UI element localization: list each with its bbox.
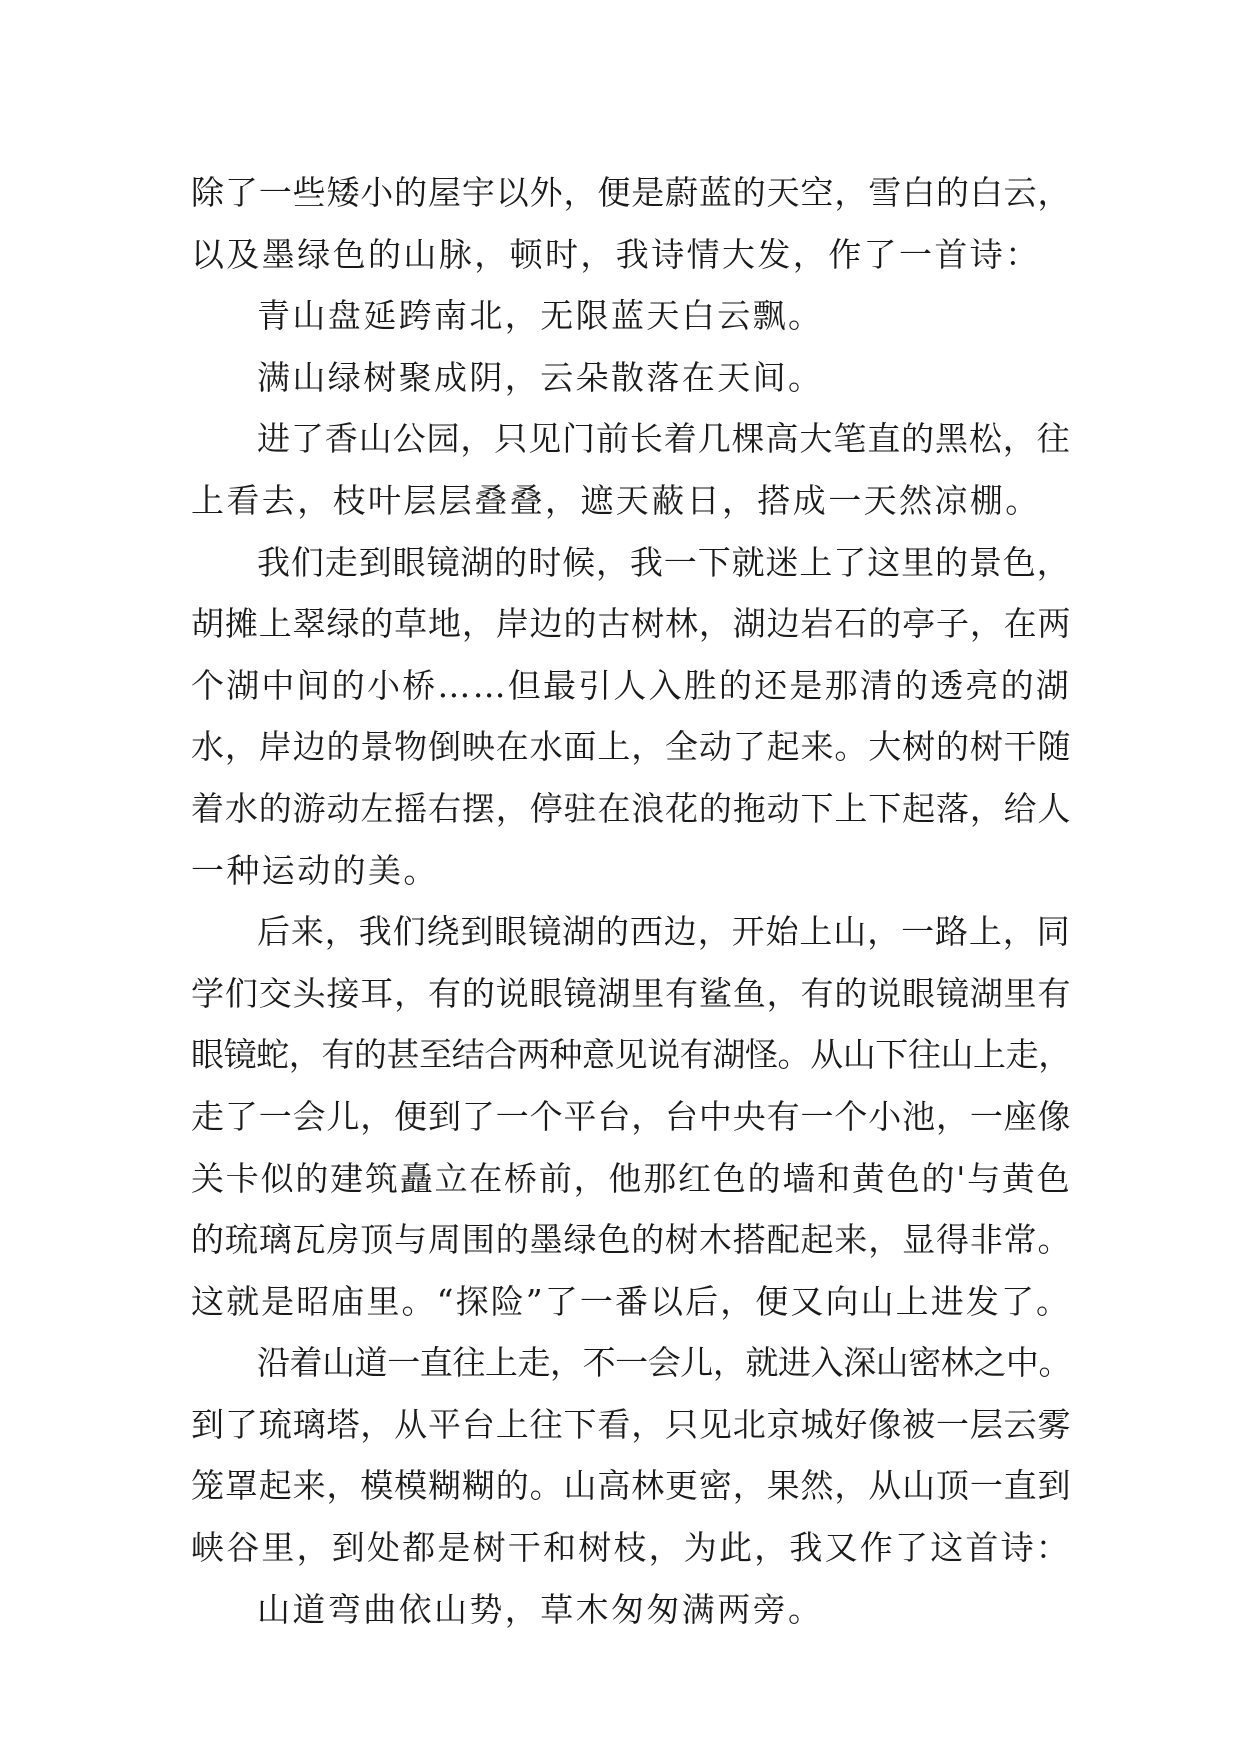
text-line: 笼罩起来，模模糊糊的。山高林更密，果然，从山顶一直到	[191, 1466, 1072, 1506]
text-line: 眼镜蛇，有的甚至结合两种意见说有湖怪。从山下往山上走，	[191, 1035, 1071, 1075]
text-line: 一种运动的美。	[191, 850, 439, 890]
text-line: 水，岸边的景物倒映在水面上，全动了起来。大树的树干随	[191, 727, 1072, 767]
text-line: 个湖中间的小桥……但最引人入胜的还是那清的透亮的湖	[191, 665, 1071, 705]
text-line: 除了一些矮小的屋宇以外，便是蔚蓝的天空，雪白的白云，	[191, 173, 1072, 212]
text-line: 青山盘延跨南北，无限蓝天白云飘。	[257, 296, 824, 336]
text-line: 的琉璃瓦房顶与周围的墨绿色的树木搭配起来，显得非常。	[191, 1220, 1072, 1260]
text-line: 走了一会儿，便到了一个平台，台中央有一个小池，一座像	[191, 1096, 1072, 1136]
body-text	[191, 162, 1071, 1640]
text-line: 学们交头接耳，有的说眼镜湖里有鲨鱼，有的说眼镜湖里有	[191, 973, 1072, 1013]
text-line: 到了琉璃塔，从平台上往下看，只见北京城好像被一层云雾	[191, 1404, 1072, 1444]
text-line: 沿着山道一直往上走，不一会儿，就进入深山密林之中。	[257, 1343, 1072, 1383]
text-line: 峡谷里，到处都是树干和树枝，为此，我又作了这首诗：	[191, 1528, 1071, 1568]
text-line: 胡摊上翠绿的草地，岸边的古树林，湖边岩石的亭子，在两	[191, 604, 1072, 644]
text-line: 以及墨绿色的山脉，顿时，我诗情大发，作了一首诗：	[191, 234, 1041, 274]
text-line: 满山绿树聚成阴，云朵散落在天间。	[257, 357, 824, 397]
text-line: 关卡似的建筑矗立在桥前，他那红色的墙和黄色的'与黄色	[191, 1158, 1072, 1198]
text-line: 我们走到眼镜湖的时候，我一下就迷上了这里的景色，	[257, 542, 1071, 582]
text-line: 上看去，枝叶层层叠叠，遮天蔽日，搭成一天然凉棚。	[191, 480, 1041, 520]
text-line: 后来，我们绕到眼镜湖的西边，开始上山，一路上，同	[257, 912, 1071, 952]
text-line: 着水的游动左摇右摆，停驻在浪花的拖动下上下起落，给人	[191, 788, 1072, 828]
text-line: 山道弯曲依山势，草木匆匆满两旁。	[257, 1589, 824, 1629]
text-line: 进了香山公园，只见门前长着几棵高大笔直的黑松，往	[257, 419, 1071, 459]
text-line: 这就是昭庙里。“探险”了一番以后，便又向山上进发了。	[191, 1281, 1072, 1321]
